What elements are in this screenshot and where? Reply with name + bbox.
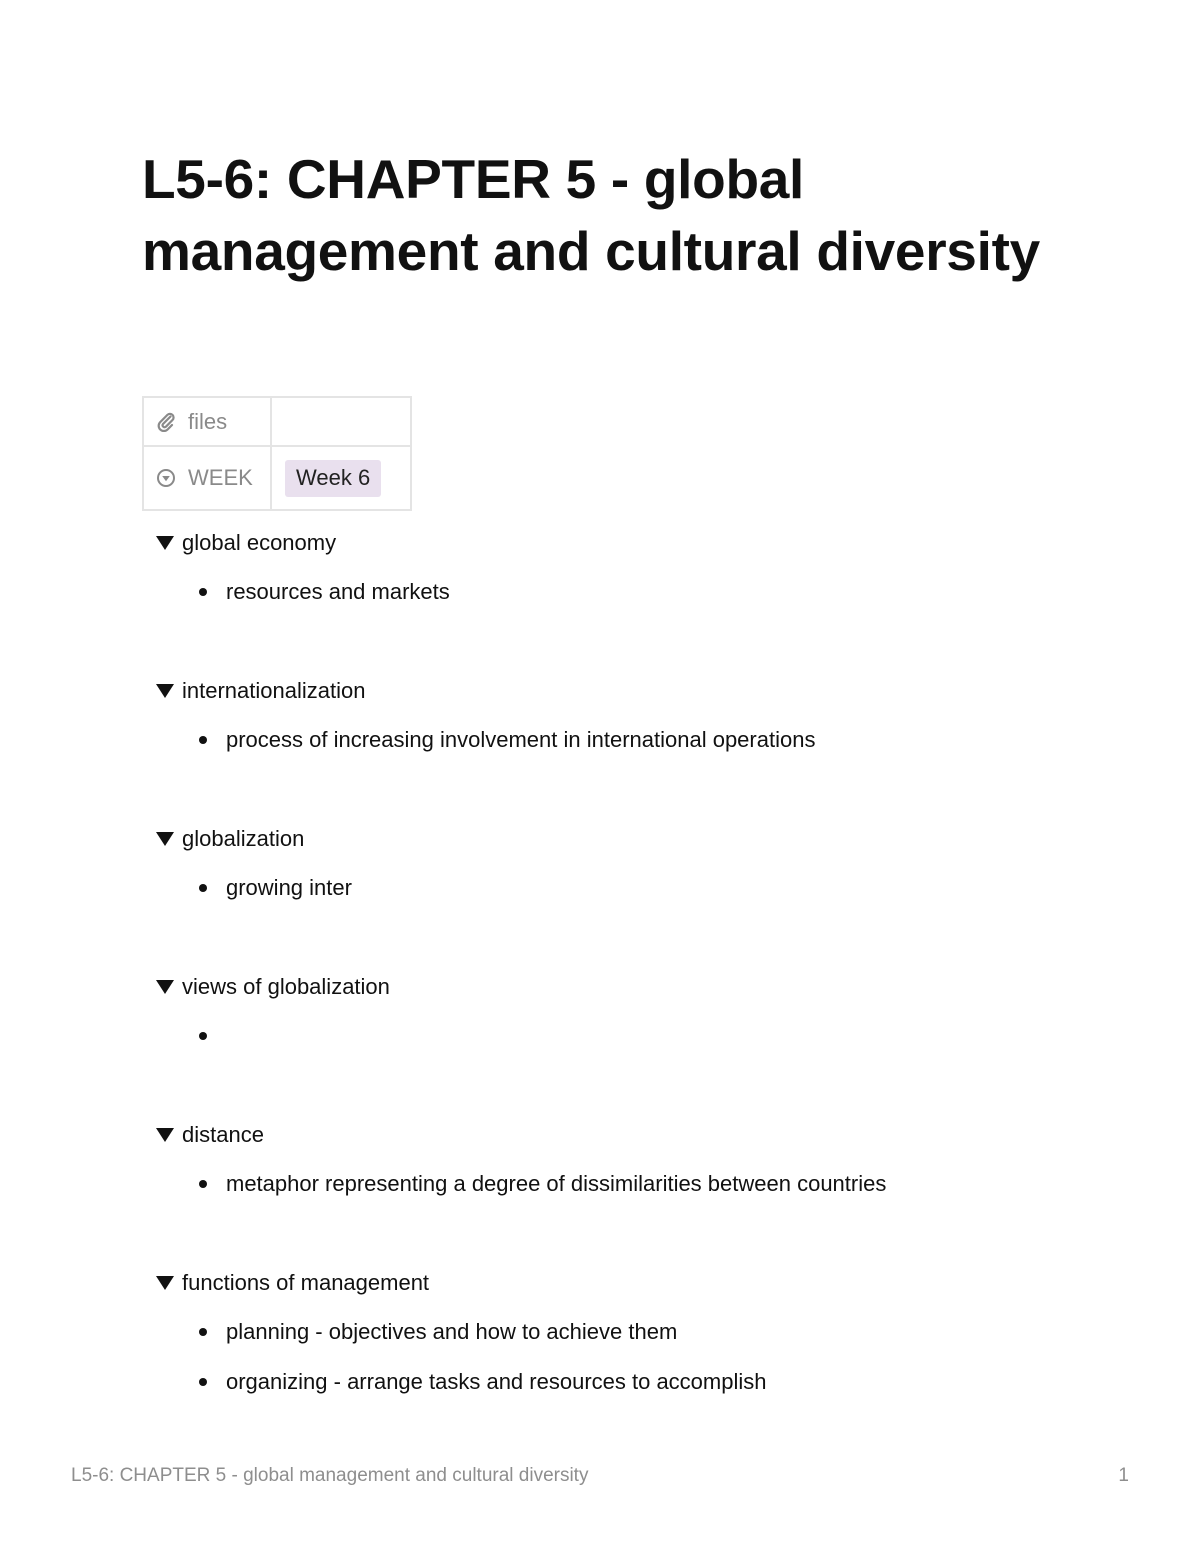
bullet-list [156, 1020, 1116, 1051]
bullet-dot [199, 884, 207, 892]
property-value-files[interactable] [271, 397, 411, 446]
bullet-dot [199, 1378, 207, 1386]
page-number: 1 [1118, 1465, 1129, 1486]
property-row-files [143, 397, 411, 446]
bullet-dot [199, 736, 207, 744]
bullet-dot [199, 1328, 207, 1336]
toggle-block [156, 676, 1116, 824]
toggle-block [156, 972, 1116, 1120]
list-item [156, 872, 1116, 903]
toggle-heading: distance [182, 1122, 264, 1147]
bullet-dot [199, 588, 207, 596]
toggle-heading: global economy [182, 530, 337, 555]
toggle-heading: globalization [182, 826, 305, 851]
list-item-text: growing inter [226, 875, 352, 900]
list-item [156, 1316, 1116, 1347]
list-item-text: metaphor representing a degree of dissimilarities between countries [226, 1171, 887, 1196]
week-tag[interactable]: Week 6 [285, 460, 381, 497]
property-name-cell [143, 446, 271, 510]
property-label-week: WEEK [188, 465, 253, 490]
bullet-list [156, 724, 1116, 755]
bullet-list [156, 1316, 1116, 1397]
toggle-block [156, 824, 1116, 972]
toggle-header[interactable] [156, 528, 1116, 558]
list-item [156, 724, 1116, 755]
toggle-header[interactable] [156, 1120, 1116, 1150]
paperclip-icon [156, 412, 176, 432]
toggle-header[interactable] [156, 676, 1116, 706]
bullet-list [156, 1168, 1116, 1199]
toggle-list [156, 528, 1116, 1416]
bullet-dot [199, 1180, 207, 1188]
bullet-dot [199, 1032, 207, 1040]
list-item [156, 1168, 1116, 1199]
toggle-block [156, 528, 1116, 676]
property-row-week [143, 446, 411, 510]
list-item [156, 1020, 1116, 1051]
toggle-block [156, 1268, 1116, 1416]
toggle-header[interactable] [156, 1268, 1116, 1298]
properties-table [142, 396, 412, 511]
select-icon [156, 468, 176, 488]
triangle-down-icon[interactable] [156, 683, 174, 699]
list-item-text: organizing - arrange tasks and resources to accomplish [226, 1369, 767, 1394]
toggle-header[interactable] [156, 824, 1116, 854]
toggle-heading: views of globalization [182, 974, 390, 999]
toggle-header[interactable] [156, 972, 1116, 1002]
triangle-down-icon[interactable] [156, 831, 174, 847]
triangle-down-icon[interactable] [156, 535, 174, 551]
triangle-down-icon[interactable] [156, 1127, 174, 1143]
list-item [156, 1366, 1116, 1397]
bullet-list [156, 576, 1116, 607]
property-name-cell [143, 397, 271, 446]
toggle-block [156, 1120, 1116, 1268]
toggle-heading: internationalization [182, 678, 366, 703]
property-label-files: files [188, 408, 228, 434]
list-item-text: resources and markets [226, 579, 450, 604]
page-title: L5-6: CHAPTER 5 - global management and cultural diversity [142, 148, 1040, 282]
toggle-heading: functions of management [182, 1270, 430, 1295]
list-item-text: planning - objectives and how to achieve them [226, 1319, 678, 1344]
triangle-down-icon[interactable] [156, 1275, 174, 1291]
list-item-text: process of increasing involvement in international operations [226, 727, 816, 752]
property-value-week[interactable] [271, 446, 411, 510]
bullet-list [156, 872, 1116, 903]
list-item [156, 576, 1116, 607]
footer-title: L5-6: CHAPTER 5 - global management and cultural diversity [71, 1465, 589, 1486]
triangle-down-icon[interactable] [156, 979, 174, 995]
